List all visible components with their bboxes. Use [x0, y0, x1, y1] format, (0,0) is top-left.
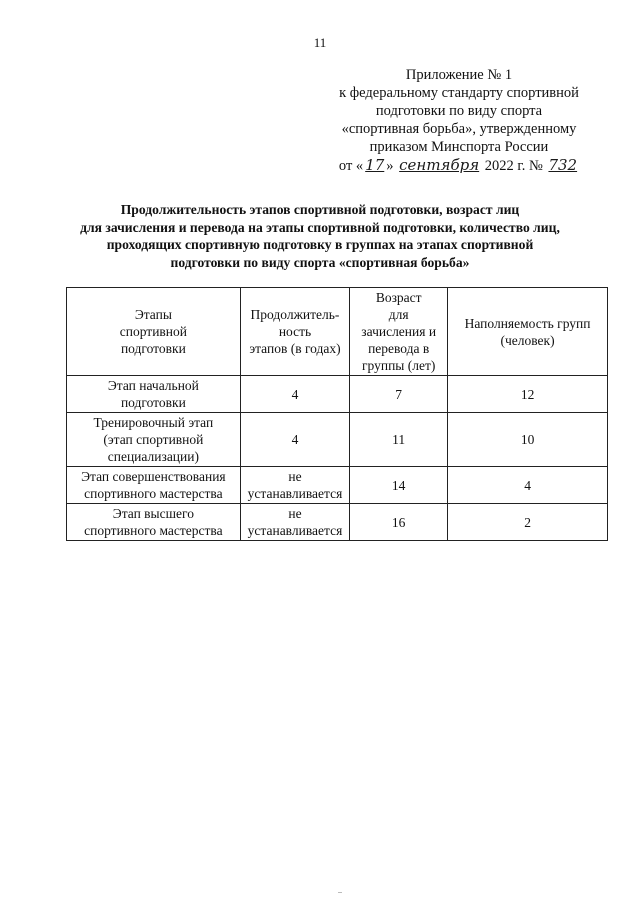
title-line-3: проходящих спортивную подготовку в группах на этапах спортивной	[106, 237, 534, 252]
cell-duration: 4	[240, 376, 349, 413]
date-month-handwritten: сентября	[399, 156, 480, 174]
title-line-2: для зачисления и перевода на этапы спортивной подготовки, количество лиц,	[80, 219, 560, 235]
cell-age: 11	[350, 413, 448, 467]
title-line-4: подготовки по виду спорта «спортивная борьба»	[170, 254, 470, 270]
header-duration: Продолжитель- ность этапов (в годах)	[240, 288, 349, 376]
cell-age: 7	[350, 376, 448, 413]
cell-group-size: 10	[448, 413, 608, 467]
order-number-handwritten: 732	[548, 156, 578, 174]
header-stages: Этапы спортивной подготовки	[67, 288, 241, 376]
cell-duration: не устанавливается	[240, 467, 349, 504]
header-age: Возраст для зачисления и перевода в группы (лет)	[350, 288, 448, 376]
appendix-date-line	[330, 156, 588, 175]
page-number: 11	[313, 35, 327, 50]
cell-stage: Этап высшего спортивного мастерства	[67, 504, 241, 541]
cell-group-size: 2	[448, 504, 608, 541]
appendix-header	[330, 66, 588, 175]
appendix-line-1: Приложение № 1	[405, 67, 513, 83]
document-title	[40, 201, 600, 271]
header-group-size: Наполняемость групп (человек)	[448, 288, 608, 376]
date-day-handwritten: 17	[365, 156, 385, 174]
table-header-row	[67, 288, 608, 376]
appendix-line-2: к федеральному стандарту спортивной	[339, 85, 579, 101]
stages-table	[66, 287, 608, 541]
date-mid: »	[386, 158, 394, 174]
appendix-line-3: подготовки по виду спорта	[375, 103, 543, 119]
scan-mark	[338, 892, 342, 893]
cell-duration: не устанавливается	[240, 504, 349, 541]
date-year: 2022 г. №	[484, 158, 543, 174]
cell-group-size: 12	[448, 376, 608, 413]
cell-group-size: 4	[448, 467, 608, 504]
cell-age: 14	[350, 467, 448, 504]
cell-duration: 4	[240, 413, 349, 467]
cell-stage: Тренировочный этап (этап спортивной специализации)	[67, 413, 241, 467]
table-row	[67, 376, 608, 413]
cell-age: 16	[350, 504, 448, 541]
cell-stage: Этап совершенствования спортивного мастерства	[67, 467, 241, 504]
table-row	[67, 413, 608, 467]
table-row	[67, 467, 608, 504]
appendix-line-5: приказом Минспорта России	[369, 139, 549, 155]
title-line-1: Продолжительность этапов спортивной подготовки, возраст лиц	[120, 202, 520, 217]
date-prefix: от «	[338, 158, 364, 174]
appendix-line-4: «спортивная борьба», утвержденному	[341, 121, 577, 137]
cell-stage: Этап начальной подготовки	[67, 376, 241, 413]
table-row	[67, 504, 608, 541]
